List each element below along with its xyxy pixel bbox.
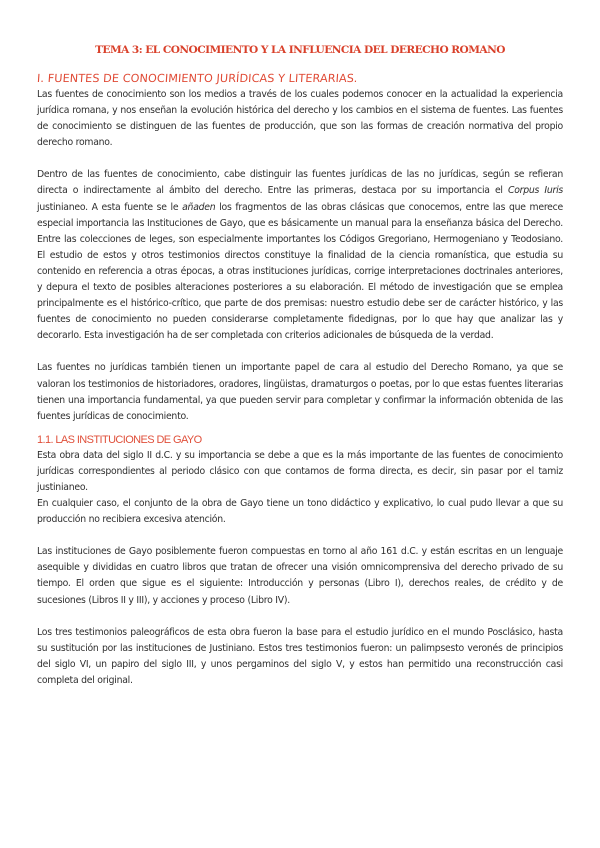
paragraph-gayo-datacion	[37, 448, 563, 496]
paragraph-text: justinianeo. A esta fuente se le	[37, 201, 183, 213]
section-heading-fuentes: I. FUENTES DE CONOCIMIENTO JURÍDICAS Y LITERARIAS.	[36, 72, 359, 85]
document-page	[37, 43, 563, 689]
paragraph-text: Las fuentes de conocimiento son los medios a través de los cuales podemos conocer en la actualidad la experiencia jurídica romana, y nos enseñan la evolución histórica del derecho y los cambios en el sistema de fuentes. Las fuentes de conocimiento se distinguen de las fuentes de producción, que son las formas de creación normativa del propio derecho romano.	[37, 89, 563, 149]
subsection-heading-gayo: 1.1. LAS INSTITUCIONES DE GAYO	[37, 433, 202, 446]
paragraph-text: Las fuentes no jurídicas también tienen un importante papel de cara al estudio del Derecho Romano, ya que se valoran los testimonios de historiadores, oradores, lingüistas, dramaturgos o poetas, por lo que estas fuentes literarias tienen una importancia fundamental, ya que pueden servir para completar y confirmar la información obtenida de las fuentes jurídicas de conocimiento.	[37, 362, 563, 422]
document-title: TEMA 3: EL CONOCIMIENTO Y LA INFLUENCIA DEL DERECHO ROMANO	[95, 44, 505, 56]
paragraph-gayo-testimonios	[37, 625, 563, 689]
paragraph-text: Dentro de las fuentes de conocimiento, cabe distinguir las fuentes jurídicas de las no jurídicas, según se refieran directa o indirectamente al ámbito del derecho. Entre las primeras, destaca por su importancia el	[37, 169, 563, 197]
paragraph-text: En cualquier caso, el conjunto de la obra de Gayo tiene un tono didáctico y explicativo, lo cual pudo llevar a que su producción no recibiera excesiva atención.	[37, 498, 563, 526]
paragraph-text: Esta obra data del siglo II d.C. y su importancia se debe a que es la más importante de las fuentes de conocimiento jurídicas correspondientes al periodo clásico con que contamos de forma directa, es decir, sin pasar por el tamiz justinianeo.	[37, 449, 563, 493]
paragraph-text: Las instituciones de Gayo posiblemente fueron compuestas en torno al año 161 d.C. y están escritas en un lenguaje asequible y divididas en cuatro libros que tratan de ofrecer una visión omnicomprensiva del derecho privado de su tiempo. El orden que sigue es el siguiente: Introducción y personas (Libro I), derechos reales, de crédito y de sucesiones (Libros II y III), y acciones y proceso (Libro IV).	[37, 546, 563, 606]
paragraph-gayo-estructura	[37, 544, 563, 608]
paragraph-gap	[37, 344, 563, 360]
paragraph-gayo-tono	[37, 496, 563, 528]
paragraph-gap	[37, 528, 563, 544]
italic-term-anaden: añaden	[182, 201, 216, 213]
paragraph-gap	[37, 151, 563, 167]
paragraph-gap	[37, 609, 563, 625]
paragraph-fuentes-no-juridicas	[37, 360, 563, 424]
italic-term-corpus-iuris: Corpus Iuris	[508, 185, 564, 197]
paragraph-text: los fragmentos de las obras clásicas que conocemos, entre las que merece especial importancia las Instituciones de Gayo, que es básicamente un manual para la enseñanza básica del Derecho. Entre las colecciones de leges, son especialmente importantes los Códigos Gregoriano, Hermogeniano y Teodosiano. El estudio de estos y otros testimonios directos constituye la finalidad de la ciencia romanística, que estudia su contenido en referencia a otras épocas, a otras instituciones jurídicas, corrige interpretaciones doctrinales anteriores, y depura el texto de posibles alteraciones posteriores a su elaboración. El método de investigación que se emplea principalmente es el histórico-crítico, que parte de dos premisas: nuestro estudio debe ser de carácter histórico, y las fuentes de conocimiento no pueden considerarse completamente fidedignas, por lo que hay que analizar las y decorarlo. Esta investigación ha de ser completada con criterios adicionales de búsqueda de la verdad.	[37, 201, 563, 342]
paragraph-text: Los tres testimonios paleográficos de esta obra fueron la base para el estudio jurídico en el mundo Posclásico, hasta su sustitución por las instituciones de Justiniano. Estos tres testimonios fueron: un palimpsesto veronés de principios del siglo VI, un papiro del siglo III, y unos pergaminos del siglo V, y estos han permitido una reconstrucción casi completa del original.	[37, 626, 563, 686]
paragraph-fuentes-intro	[37, 87, 563, 151]
paragraph-fuentes-juridicas	[37, 167, 563, 344]
